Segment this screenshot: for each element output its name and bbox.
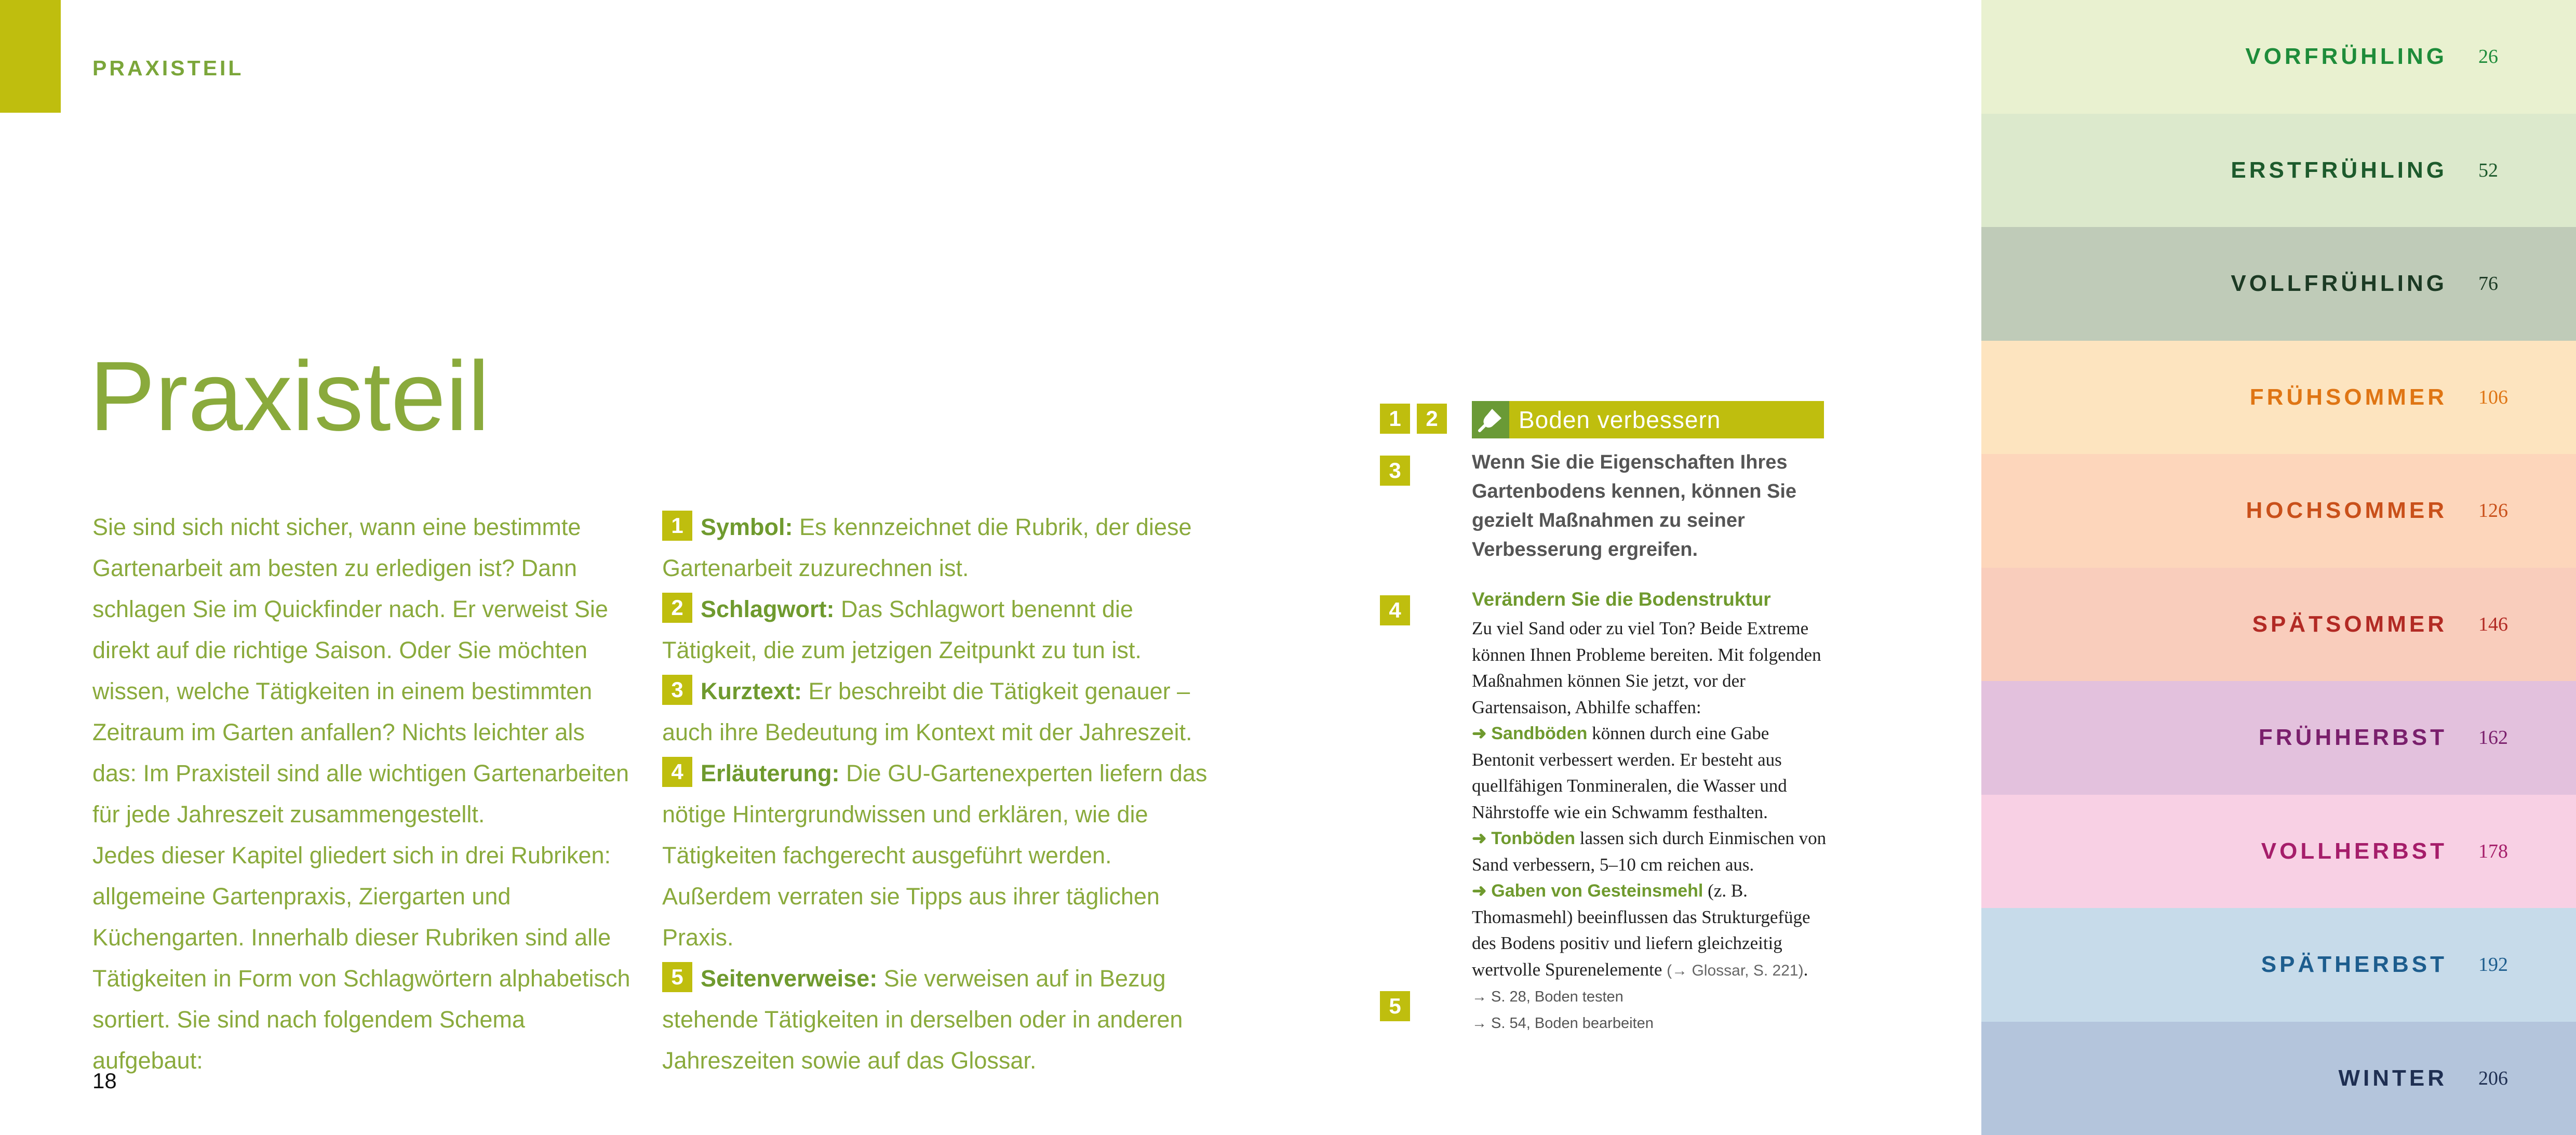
legend-term: Schlagwort: <box>701 596 835 622</box>
season-page: 52 <box>2478 159 2498 181</box>
page-number: 18 <box>92 1069 117 1093</box>
legend-item <box>662 753 1213 958</box>
legend-text: Es kennzeichnet die Rubrik, der diese Gartenarbeit zuzurechnen ist. <box>662 514 1192 581</box>
arrow-icon: ➜ <box>1472 724 1487 743</box>
sample-subheading: Verändern Sie die Bodenstruktur <box>1472 589 1771 610</box>
season-name: VOLLHERBST <box>2261 838 2447 864</box>
corner-color-bar <box>0 0 61 113</box>
arrow-icon: ➜ <box>1472 829 1487 848</box>
legend-list <box>662 506 1213 1081</box>
legend-item <box>662 506 1213 589</box>
bullet-term: Sandböden <box>1491 724 1588 743</box>
legend-number-badge: 3 <box>662 675 692 705</box>
legend-term: Erläuterung: <box>701 760 840 786</box>
season-row-vollfruehling[interactable] <box>1981 227 2576 341</box>
bullet-text: können durch eine Gabe Bentonit verbessert werden. Er besteht aus quellfähigen Tonmineralen, die Wasser und Nährstoffe wie ein Schwamm festhalten. <box>1472 723 1787 822</box>
bullet-term: Tonböden <box>1491 829 1576 848</box>
season-name: SPÄTSOMMER <box>2252 611 2447 637</box>
season-row-fruehsommer[interactable] <box>1981 341 2576 455</box>
season-name: SPÄTHERBST <box>2261 952 2447 978</box>
section-label: PRAXISTEIL <box>92 56 244 80</box>
trowel-icon <box>1472 401 1509 438</box>
page-reference: → S. 28, Boden testen <box>1472 989 1624 1005</box>
sample-body <box>1472 616 1830 984</box>
intro-paragraph: Jedes dieser Kapitel gliedert sich in drei Rubriken: allgemeine Gartenpraxis, Ziergarten und Küchengarten. Innerhalb dieser Rubriken sind alle Tätigkeiten in Form von Schlagwörtern alphabetisch sortiert. Sie sind nach folgendem Schema aufgebaut: <box>92 842 630 1074</box>
sample-marker-1: 1 <box>1380 404 1410 434</box>
sample-short-text: Wenn Sie die Eigenschaften Ihres Gartenbodens kennen, können Sie gezielt Maßnahmen zu seiner Verbesserung ergreifen. <box>1472 451 1797 560</box>
sample-marker-5: 5 <box>1380 991 1410 1021</box>
legend-text: Er beschreibt die Tätigkeit genauer – auch ihre Bedeutung im Kontext mit der Jahreszeit. <box>662 678 1192 745</box>
legend-item <box>662 671 1213 753</box>
season-page: 106 <box>2478 386 2508 408</box>
season-row-hochsommer[interactable] <box>1981 454 2576 568</box>
season-row-spaetherbst[interactable] <box>1981 908 2576 1022</box>
season-page: 126 <box>2478 500 2508 522</box>
season-page: 162 <box>2478 727 2508 749</box>
bullet-text: (z. B. Thomasmehl) beeinflussen das Strukturgefüge des Bodens positiv und liefern gleichzeitig wertvolle Spurenelemente <box>1472 880 1810 980</box>
season-row-winter[interactable] <box>1981 1022 2576 1135</box>
season-page: 26 <box>2478 46 2498 68</box>
season-row-erstfruehling[interactable] <box>1981 114 2576 228</box>
season-page: 192 <box>2478 954 2508 976</box>
legend-term: Seitenverweise: <box>701 965 878 992</box>
legend-item <box>662 958 1213 1081</box>
season-index <box>1981 0 2576 1135</box>
season-name: ERSTFRÜHLING <box>2231 157 2447 183</box>
page-reference: → S. 54, Boden bearbeiten <box>1472 1015 1654 1032</box>
legend-text: Die GU-Gartenexperten liefern das nötige Hintergrundwissen und erklären, wie die Tätigkeiten fachgerecht ausgeführt werden. Außerdem verraten sie Tipps aus ihrer täglichen Praxis. <box>662 760 1208 951</box>
page-title: Praxisteil <box>89 341 490 451</box>
intro-text <box>92 506 635 1081</box>
legend-term: Kurztext: <box>701 678 802 704</box>
sample-body-intro: Zu viel Sand oder zu viel Ton? Beide Extreme können Ihnen Probleme bereiten. Mit folgenden Maßnahmen können Sie jetzt, vor der Gartensaison, Abhilfe schaffen: <box>1472 618 1821 717</box>
season-name: FRÜHSOMMER <box>2249 384 2447 410</box>
legend-number-badge: 1 <box>662 511 692 541</box>
season-name: VOLLFRÜHLING <box>2231 271 2447 297</box>
bullet-term: Gaben von Gesteinsmehl <box>1491 881 1703 901</box>
season-row-spaetsommer[interactable] <box>1981 568 2576 682</box>
season-name: VORFRÜHLING <box>2245 44 2447 70</box>
arrow-icon: ➜ <box>1472 881 1487 901</box>
sample-heading: Boden verbessern <box>1519 406 1721 433</box>
season-page: 76 <box>2478 273 2498 295</box>
legend-number-badge: 4 <box>662 757 692 787</box>
season-name: FRÜHHERBST <box>2258 725 2447 751</box>
sample-marker-4: 4 <box>1380 595 1410 625</box>
season-page: 178 <box>2478 840 2508 862</box>
season-row-vorfruehling[interactable] <box>1981 0 2576 114</box>
legend-text: Das Schlagwort benennt die Tätigkeit, die zum jetzigen Zeitpunkt zu tun ist. <box>662 596 1142 663</box>
bullet-end: . <box>1803 959 1808 980</box>
season-name: WINTER <box>2338 1065 2447 1091</box>
season-page: 206 <box>2478 1067 2508 1089</box>
glossary-reference: (→ Glossar, S. 221) <box>1667 962 1804 979</box>
intro-paragraph: Sie sind sich nicht sicher, wann eine bestimmte Gartenarbeit am besten zu erledigen ist? Dann schlagen Sie im Quickfinder nach. Er verweist Sie direkt auf die richtige Saison. Oder Sie möchten wissen, welche Tätigkeiten in einem bestimmten Zeitraum im Garten anfallen? Nichts leichter als das: Im Praxisteil sind alle wichtigen Gartenarbeiten für jede Jahreszeit zusammengestellt. <box>92 514 629 827</box>
sample-marker-2: 2 <box>1417 404 1447 434</box>
legend-number-badge: 2 <box>662 593 692 623</box>
sample-marker-3: 3 <box>1380 456 1410 486</box>
legend-number-badge: 5 <box>662 962 692 992</box>
season-row-vollherbst[interactable] <box>1981 795 2576 909</box>
sample-entry-header <box>1472 401 1824 438</box>
legend-item <box>662 589 1213 671</box>
season-name: HOCHSOMMER <box>2246 498 2447 524</box>
legend-term: Symbol: <box>701 514 793 540</box>
season-page: 146 <box>2478 613 2508 635</box>
sample-references <box>1472 984 1835 1037</box>
season-row-fruehherbst[interactable] <box>1981 681 2576 795</box>
bullet-text: lassen sich durch Einmischen von Sand verbessern, 5–10 cm reichen aus. <box>1472 828 1827 875</box>
legend-text: Sie verweisen auf in Bezug stehende Tätigkeiten in derselben oder in anderen Jahreszeiten sowie auf das Glossar. <box>662 965 1183 1074</box>
